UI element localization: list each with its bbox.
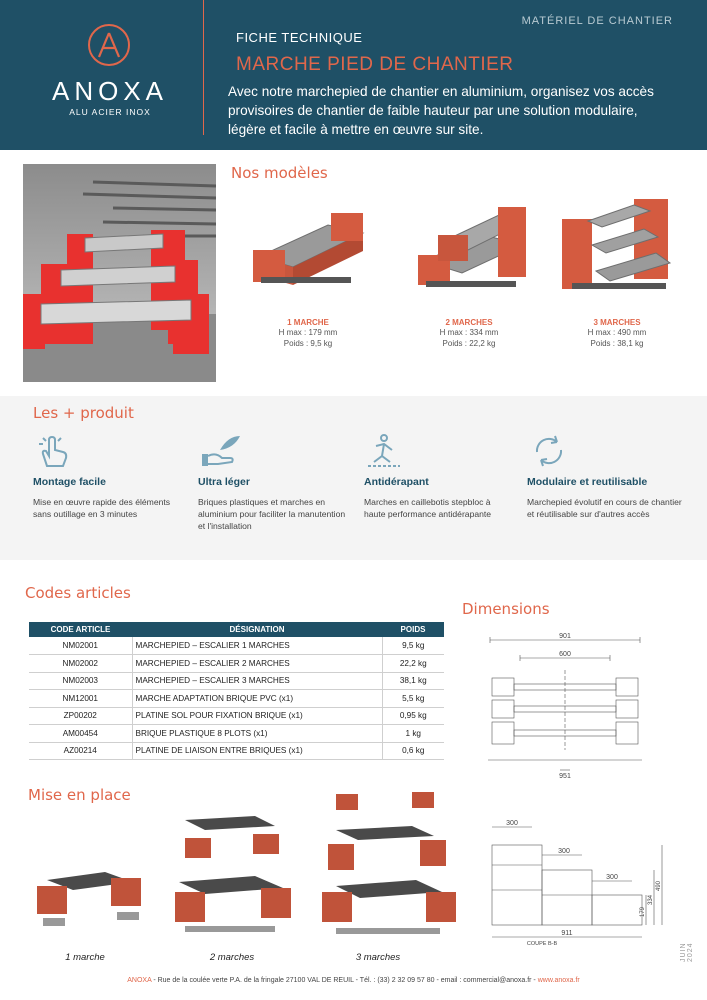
cell-designation: BRIQUE PLASTIQUE 8 PLOTS (x1) — [132, 725, 382, 743]
feature-montage-title: Montage facile — [33, 476, 106, 488]
anoxa-logo-icon — [88, 24, 130, 66]
cell-weight: 0,6 kg — [382, 742, 444, 760]
front-base-label: 951 — [559, 773, 571, 780]
brand-tagline: ALU ACIER INOX — [69, 107, 151, 117]
cell-code: NM02001 — [29, 637, 132, 655]
feature-montage-desc: Mise en œuvre rapide des éléments sans outillage en 3 minutes — [33, 497, 171, 519]
cell-designation: MARCHEPIED – ESCALIER 2 MARCHES — [132, 655, 382, 673]
cell-weight: 1 kg — [382, 725, 444, 743]
cell-code: NM12001 — [29, 690, 132, 708]
header-banner — [0, 0, 707, 150]
side-total-label: 911 — [561, 930, 573, 937]
model-2-hmax: H max : 334 mm — [439, 328, 499, 337]
cell-weight: 5,5 kg — [382, 690, 444, 708]
side-step-2-label: 300 — [558, 848, 570, 855]
brand-name: ANOXA — [51, 76, 169, 106]
cell-designation: PLATINE DE LIAISON ENTRE BRIQUES (x1) — [132, 742, 382, 760]
cell-designation: MARCHEPIED – ESCALIER 3 MARCHES — [132, 672, 382, 690]
feature-leger-desc: Briques plastiques et marches en aluminium pour faciliter la manutention et l'installation — [198, 497, 346, 531]
feature-montage — [33, 432, 183, 520]
page-title: MARCHE PIED DE CHANTIER — [236, 54, 514, 75]
table-row — [29, 690, 444, 708]
hero-photo — [23, 164, 216, 382]
feature-antiderapant-desc: Marches en caillebotis stepbloc à haute performance antidérapante — [364, 497, 492, 519]
model-3-marches — [552, 195, 682, 349]
model-1-hmax: H max : 179 mm — [278, 328, 338, 337]
side-step-1-label: 300 — [506, 820, 518, 827]
side-h3-label: 490 — [656, 880, 662, 891]
table-row — [29, 725, 444, 743]
assembly-1-image — [25, 820, 150, 945]
feature-leger — [198, 432, 348, 532]
footer-address: - Rue de la coulée verte P.A. de la fringale 27100 VAL DE REUIL - Tél. : (33) 2 32 09 57 80 - email : commercial@anoxa.fr - — [151, 977, 538, 984]
table-row — [29, 655, 444, 673]
touch-hand-icon — [33, 432, 183, 470]
cell-code: NM02002 — [29, 655, 132, 673]
features-heading: Les + produit — [33, 404, 134, 422]
table-row — [29, 707, 444, 725]
model-3-hmax: H max : 490 mm — [587, 328, 647, 337]
table-row — [29, 637, 444, 655]
cell-designation: MARCHE ADAPTATION BRIQUE PVC (x1) — [132, 690, 382, 708]
feature-antiderapant — [364, 432, 514, 520]
side-h2-label: 334 — [648, 894, 654, 905]
front-width-label: 901 — [559, 633, 571, 640]
col-header-code: CODE ARTICLE — [29, 622, 132, 637]
feature-modulaire-title: Modulaire et reutilisable — [527, 476, 648, 488]
side-step-3-label: 300 — [606, 874, 618, 881]
category-label: MATÉRIEL DE CHANTIER — [521, 15, 673, 27]
model-3-name: 3 MARCHES — [593, 318, 641, 327]
intro-text: Avec notre marchepied de chantier en aluminium, organisez vos accès provisoires de chantier de faible hauteur par une solution modulaire, légère et facile à mettre en œuvre sur site. — [228, 84, 654, 137]
assembly-heading: Mise en place — [28, 786, 131, 804]
feature-antiderapant-title: Antidérapant — [364, 476, 429, 488]
side-section-label: COUPE B-B — [526, 941, 558, 947]
model-1-name: 1 MARCHE — [287, 318, 329, 327]
codes-table — [29, 622, 444, 760]
footer-company: ANOXA — [127, 977, 152, 984]
codes-heading: Codes articles — [25, 584, 131, 602]
doc-type: FICHE TECHNIQUE — [236, 30, 363, 45]
model-3-image — [552, 195, 682, 305]
col-header-weight: POIDS — [382, 622, 444, 637]
footer-website-link[interactable]: www.anoxa.fr — [537, 977, 580, 984]
cell-designation: PLATINE SOL POUR FIXATION BRIQUE (x1) — [132, 707, 382, 725]
assembly-caption-1: 1 marche — [65, 952, 105, 963]
cell-designation: MARCHEPIED – ESCALIER 1 MARCHES — [132, 637, 382, 655]
recycle-arrows-icon — [527, 432, 687, 470]
assembly-3-image — [316, 782, 462, 945]
dimensions-heading: Dimensions — [462, 600, 550, 618]
assembly-caption-3: 3 marches — [355, 952, 401, 963]
model-2-name: 2 MARCHES — [445, 318, 493, 327]
slip-person-icon — [364, 432, 514, 470]
header-divider — [203, 0, 204, 135]
side-view-drawing — [482, 815, 672, 947]
front-view-drawing — [480, 630, 650, 782]
model-2-marches — [404, 195, 534, 349]
hand-feather-icon — [198, 432, 348, 470]
assembly-2-image — [165, 808, 300, 945]
cell-weight: 0,95 kg — [382, 707, 444, 725]
cell-weight: 38,1 kg — [382, 672, 444, 690]
feature-modulaire-desc: Marchepied évolutif en cours de chantier et réutilisable sur d'autres accès — [527, 497, 682, 519]
front-inner-label: 600 — [559, 651, 571, 658]
cell-code: ZP00202 — [29, 707, 132, 725]
model-2-image — [404, 195, 534, 305]
table-row — [29, 742, 444, 760]
assembly-caption-2: 2 marches — [209, 952, 255, 963]
model-1-image — [243, 195, 373, 305]
cell-code: AZ00214 — [29, 742, 132, 760]
models-heading: Nos modèles — [231, 164, 328, 182]
model-1-weight: Poids : 9,5 kg — [283, 339, 333, 348]
table-row — [29, 672, 444, 690]
model-3-weight: Poids : 38,1 kg — [590, 339, 644, 348]
footer — [0, 977, 707, 984]
model-1-marche — [243, 195, 373, 349]
model-2-weight: Poids : 22,2 kg — [442, 339, 496, 348]
col-header-designation: DÉSIGNATION — [132, 622, 382, 637]
table-header-row — [29, 622, 444, 637]
cell-code: AM00454 — [29, 725, 132, 743]
cell-weight: 9,5 kg — [382, 637, 444, 655]
publication-date: JUIN 2024 — [680, 942, 694, 962]
cell-weight: 22,2 kg — [382, 655, 444, 673]
feature-leger-title: Ultra léger — [198, 476, 250, 488]
feature-modulaire — [527, 432, 687, 520]
side-h1-label: 179 — [640, 906, 646, 917]
cell-code: NM02003 — [29, 672, 132, 690]
